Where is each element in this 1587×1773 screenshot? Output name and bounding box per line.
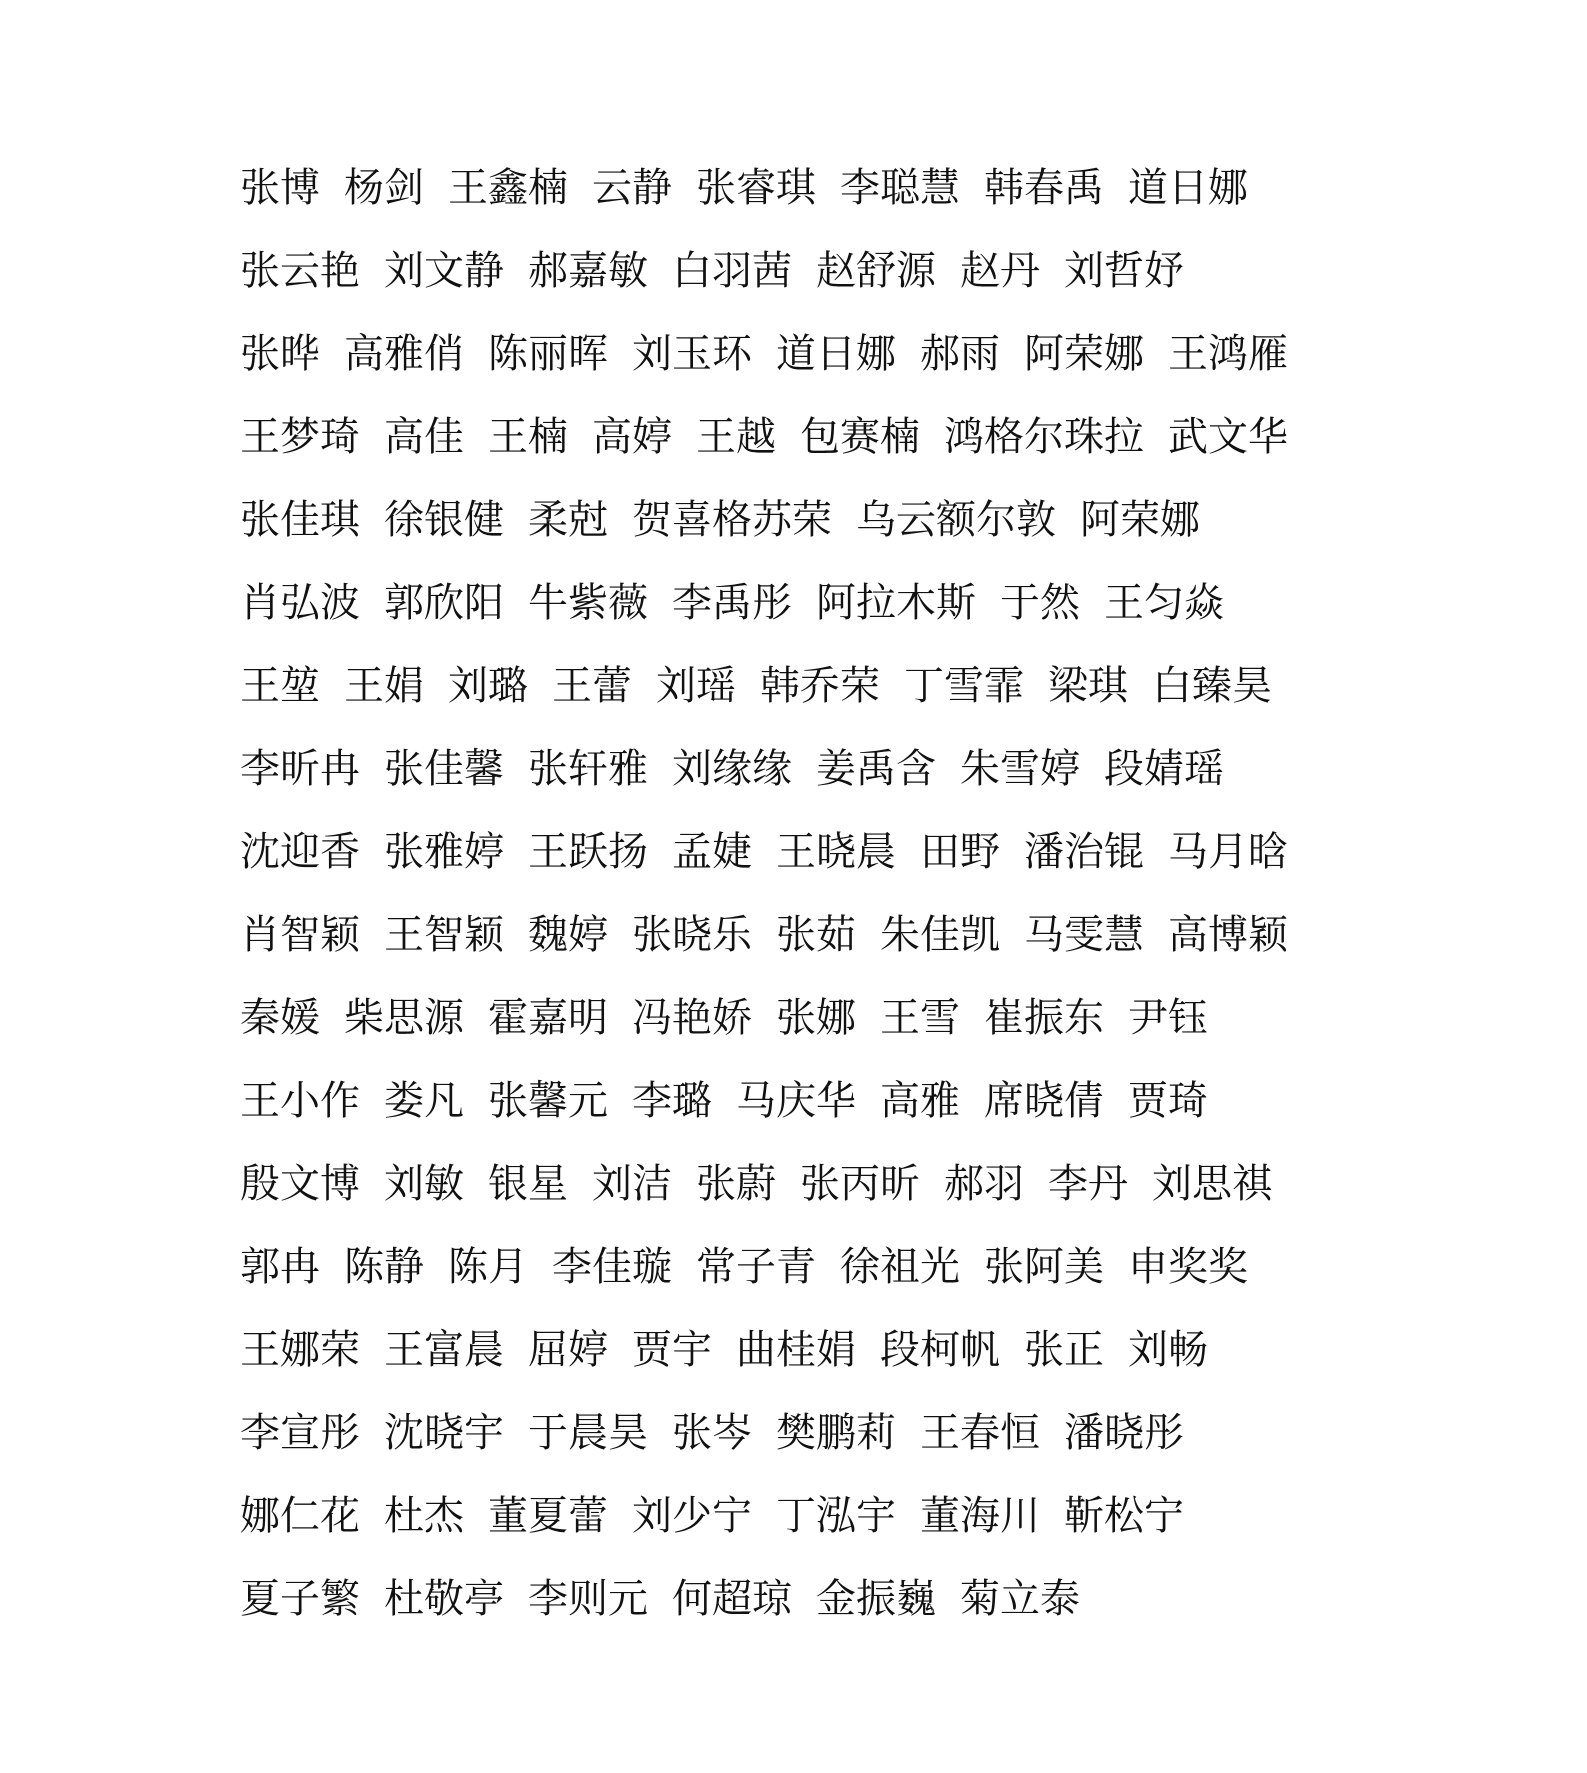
name-entry: 张晓乐: [632, 911, 752, 958]
name-entry: 王鸿雁: [1168, 330, 1288, 377]
name-entry: 贺喜格苏荣: [632, 496, 832, 543]
name-entry: 王晓晨: [776, 828, 896, 875]
name-entry: 王小作: [240, 1077, 360, 1124]
name-entry: 娄凡: [384, 1077, 464, 1124]
name-entry: 张丙昕: [800, 1160, 920, 1207]
name-entry: 王雪: [880, 994, 960, 1041]
name-entry: 陈丽晖: [488, 330, 608, 377]
name-entry: 李禹彤: [672, 579, 792, 626]
name-row: [240, 1557, 1390, 1640]
name-entry: 刘瑶: [656, 662, 736, 709]
name-entry: 李则元: [528, 1575, 648, 1622]
name-entry: 常子青: [696, 1243, 816, 1290]
name-entry: 杨剑: [344, 164, 424, 211]
name-list: [240, 146, 1390, 1640]
name-row: [240, 644, 1390, 727]
name-entry: 高婷: [592, 413, 672, 460]
name-entry: 霍嘉明: [488, 994, 608, 1041]
name-entry: 朱雪婷: [960, 745, 1080, 792]
name-entry: 潘晓彤: [1064, 1409, 1184, 1456]
name-entry: 刘思祺: [1152, 1160, 1272, 1207]
name-row: [240, 1142, 1390, 1225]
name-row: [240, 312, 1390, 395]
name-entry: 秦媛: [240, 994, 320, 1041]
name-entry: 王娟: [344, 662, 424, 709]
name-entry: 张蔚: [696, 1160, 776, 1207]
name-entry: 肖智颖: [240, 911, 360, 958]
name-entry: 张云艳: [240, 247, 360, 294]
name-row: [240, 893, 1390, 976]
name-entry: 徐祖光: [840, 1243, 960, 1290]
name-entry: 刘洁: [592, 1160, 672, 1207]
name-entry: 曲桂娟: [736, 1326, 856, 1373]
name-entry: 张阿美: [984, 1243, 1104, 1290]
name-entry: 张馨元: [488, 1077, 608, 1124]
name-entry: 刘璐: [448, 662, 528, 709]
name-entry: 马雯慧: [1024, 911, 1144, 958]
name-entry: 陈静: [344, 1243, 424, 1290]
name-entry: 柔尅: [528, 496, 608, 543]
name-entry: 朱佳凯: [880, 911, 1000, 958]
name-entry: 刘畅: [1128, 1326, 1208, 1373]
name-entry: 田野: [920, 828, 1000, 875]
name-entry: 鸿格尔珠拉: [944, 413, 1144, 460]
name-entry: 席晓倩: [984, 1077, 1104, 1124]
name-entry: 董夏蕾: [488, 1492, 608, 1539]
name-entry: 潘治锟: [1024, 828, 1144, 875]
name-entry: 白羽茜: [672, 247, 792, 294]
name-entry: 段婧瑶: [1104, 745, 1224, 792]
name-entry: 申奖奖: [1128, 1243, 1248, 1290]
name-row: [240, 976, 1390, 1059]
name-entry: 屈婷: [528, 1326, 608, 1373]
name-entry: 马庆华: [736, 1077, 856, 1124]
name-entry: 高雅: [880, 1077, 960, 1124]
name-entry: 张茹: [776, 911, 856, 958]
name-entry: 王匀焱: [1104, 579, 1224, 626]
name-entry: 李昕冉: [240, 745, 360, 792]
name-entry: 夏子繁: [240, 1575, 360, 1622]
name-entry: 高雅俏: [344, 330, 464, 377]
name-entry: 阿荣娜: [1080, 496, 1200, 543]
name-row: [240, 395, 1390, 478]
name-entry: 段柯帆: [880, 1326, 1000, 1373]
name-entry: 白臻昊: [1152, 662, 1272, 709]
name-entry: 包赛楠: [800, 413, 920, 460]
name-entry: 李聪慧: [840, 164, 960, 211]
name-entry: 王春恒: [920, 1409, 1040, 1456]
name-entry: 杜杰: [384, 1492, 464, 1539]
name-row: [240, 1474, 1390, 1557]
name-entry: 郭冉: [240, 1243, 320, 1290]
name-entry: 金振巍: [816, 1575, 936, 1622]
name-row: [240, 1308, 1390, 1391]
name-entry: 贾琦: [1128, 1077, 1208, 1124]
name-entry: 杜敬亭: [384, 1575, 504, 1622]
name-entry: 王越: [696, 413, 776, 460]
name-entry: 乌云额尔敦: [856, 496, 1056, 543]
name-entry: 柴思源: [344, 994, 464, 1041]
name-entry: 高博颖: [1168, 911, 1288, 958]
name-entry: 王富晨: [384, 1326, 504, 1373]
name-entry: 韩春禹: [984, 164, 1104, 211]
name-entry: 贾宇: [632, 1326, 712, 1373]
name-row: [240, 1059, 1390, 1142]
name-entry: 刘哲妤: [1064, 247, 1184, 294]
name-row: [240, 1391, 1390, 1474]
name-entry: 刘缘缘: [672, 745, 792, 792]
name-entry: 李宣彤: [240, 1409, 360, 1456]
name-entry: 菊立泰: [960, 1575, 1080, 1622]
name-entry: 王跃扬: [528, 828, 648, 875]
name-entry: 丁雪霏: [904, 662, 1024, 709]
name-entry: 韩乔荣: [760, 662, 880, 709]
name-entry: 徐银健: [384, 496, 504, 543]
name-row: [240, 810, 1390, 893]
name-entry: 马月晗: [1168, 828, 1288, 875]
name-entry: 赵丹: [960, 247, 1040, 294]
name-entry: 于晨昊: [528, 1409, 648, 1456]
name-entry: 张正: [1024, 1326, 1104, 1373]
name-entry: 郝嘉敏: [528, 247, 648, 294]
name-entry: 沈晓宇: [384, 1409, 504, 1456]
name-entry: 银星: [488, 1160, 568, 1207]
name-entry: 陈月: [448, 1243, 528, 1290]
name-entry: 李佳璇: [552, 1243, 672, 1290]
name-entry: 王鑫楠: [448, 164, 568, 211]
name-entry: 梁琪: [1048, 662, 1128, 709]
name-row: [240, 478, 1390, 561]
name-row: [240, 561, 1390, 644]
name-entry: 刘玉环: [632, 330, 752, 377]
name-entry: 赵舒源: [816, 247, 936, 294]
name-entry: 王梦琦: [240, 413, 360, 460]
name-entry: 沈迎香: [240, 828, 360, 875]
name-entry: 阿荣娜: [1024, 330, 1144, 377]
name-entry: 阿拉木斯: [816, 579, 976, 626]
name-entry: 云静: [592, 164, 672, 211]
name-entry: 张雅婷: [384, 828, 504, 875]
name-entry: 张佳琪: [240, 496, 360, 543]
name-entry: 王娜荣: [240, 1326, 360, 1373]
name-entry: 尹钰: [1128, 994, 1208, 1041]
name-entry: 于然: [1000, 579, 1080, 626]
name-entry: 殷文博: [240, 1160, 360, 1207]
name-entry: 牛紫薇: [528, 579, 648, 626]
name-entry: 刘文静: [384, 247, 504, 294]
name-entry: 董海川: [920, 1492, 1040, 1539]
name-entry: 张轩雅: [528, 745, 648, 792]
name-entry: 樊鹏莉: [776, 1409, 896, 1456]
name-entry: 崔振东: [984, 994, 1104, 1041]
name-row: [240, 146, 1390, 229]
name-entry: 郝羽: [944, 1160, 1024, 1207]
name-entry: 王智颖: [384, 911, 504, 958]
name-entry: 高佳: [384, 413, 464, 460]
name-entry: 丁泓宇: [776, 1492, 896, 1539]
name-entry: 郝雨: [920, 330, 1000, 377]
name-entry: 何超琼: [672, 1575, 792, 1622]
name-entry: 刘少宁: [632, 1492, 752, 1539]
name-entry: 道日娜: [776, 330, 896, 377]
name-entry: 冯艳娇: [632, 994, 752, 1041]
name-row: [240, 1225, 1390, 1308]
name-entry: 李丹: [1048, 1160, 1128, 1207]
name-entry: 武文华: [1168, 413, 1288, 460]
name-row: [240, 727, 1390, 810]
name-entry: 王堃: [240, 662, 320, 709]
name-entry: 刘敏: [384, 1160, 464, 1207]
name-entry: 张娜: [776, 994, 856, 1041]
name-entry: 郭欣阳: [384, 579, 504, 626]
name-entry: 王楠: [488, 413, 568, 460]
name-entry: 李璐: [632, 1077, 712, 1124]
name-entry: 张佳馨: [384, 745, 504, 792]
name-entry: 道日娜: [1128, 164, 1248, 211]
name-entry: 王蕾: [552, 662, 632, 709]
name-entry: 张博: [240, 164, 320, 211]
name-entry: 魏婷: [528, 911, 608, 958]
name-row: [240, 229, 1390, 312]
name-entry: 孟婕: [672, 828, 752, 875]
name-entry: 靳松宁: [1064, 1492, 1184, 1539]
name-entry: 张睿琪: [696, 164, 816, 211]
name-entry: 姜禹含: [816, 745, 936, 792]
name-entry: 张晔: [240, 330, 320, 377]
name-entry: 肖弘波: [240, 579, 360, 626]
name-entry: 张岑: [672, 1409, 752, 1456]
name-entry: 娜仁花: [240, 1492, 360, 1539]
